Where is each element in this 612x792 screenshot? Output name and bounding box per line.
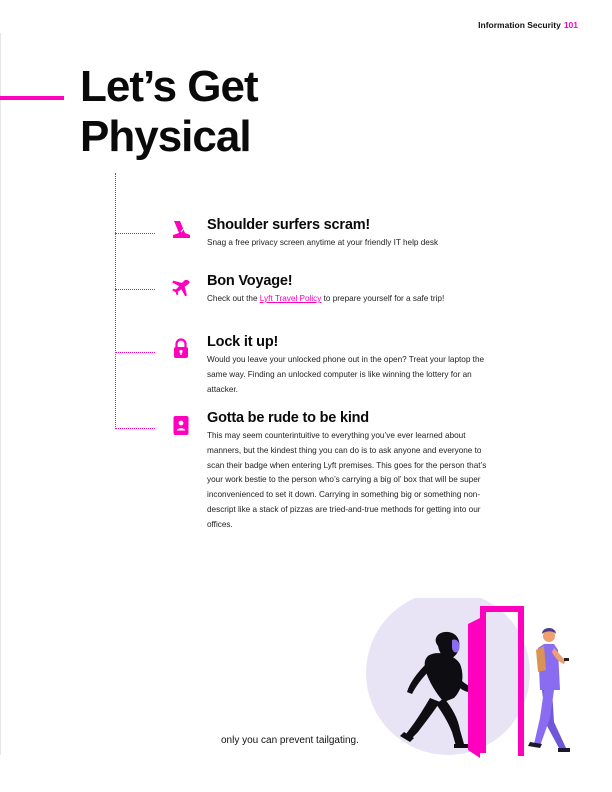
tip-text-after: to prepare yourself for a safe trip! <box>321 294 445 303</box>
tip-heading: Gotta be rude to be kind <box>207 410 369 426</box>
tip-text-before: Check out the <box>207 294 260 303</box>
tailgating-illustration <box>366 598 581 758</box>
badge-icon <box>170 414 192 436</box>
page-header <box>478 20 578 30</box>
tip-heading: Lock it up! <box>207 334 279 350</box>
laptop-icon <box>170 219 192 241</box>
title-line-2: Physical <box>80 112 251 161</box>
title-line-1: Let’s Get <box>80 62 258 111</box>
timeline-connector <box>115 173 116 429</box>
padlock-icon <box>170 337 192 359</box>
tagline: only you can prevent tailgating. <box>221 735 359 746</box>
tip-rude-to-be-kind <box>207 410 492 533</box>
connector-branch-2 <box>115 289 155 290</box>
page-title <box>80 62 258 162</box>
connector-branch-4 <box>115 428 155 429</box>
tip-text: Snag a free privacy screen anytime at your friendly IT help desk <box>207 238 439 247</box>
employee-figure <box>528 628 570 752</box>
left-margin-rule <box>0 33 1 755</box>
tip-text: This may seem counterintuitive to everything you’ve ever learned about manners, but the kindest thing you can do is to ask anyone and everyone to scan their badge when entering Lyft premises. This goes for the person that’s your work bestie to the person who’s carrying a big ol’ box that will be super inconvenienced to set it down. Carrying in something big or something non-descript like a stack of pizzas are tried-and-true methods for getting into our offices. <box>207 431 487 529</box>
tip-text <box>207 292 492 307</box>
tip-shoulder-surfers <box>207 217 492 251</box>
airplane-icon <box>170 277 192 299</box>
section-title: Information Security <box>478 20 561 30</box>
tip-lock-it-up <box>207 334 492 397</box>
tip-bon-voyage <box>207 273 492 307</box>
travel-policy-link[interactable]: Lyft Travel Policy <box>259 294 322 303</box>
connector-branch-1 <box>115 233 155 234</box>
page-number: 101 <box>563 20 578 30</box>
tip-heading: Shoulder surfers scram! <box>207 217 371 233</box>
tip-heading: Bon Voyage! <box>207 273 293 289</box>
connector-branch-3 <box>115 352 155 353</box>
tip-text: Would you leave your unlocked phone out in the open? Treat your laptop the same way. Finding an unlocked computer is like winning the lottery for an attacker. <box>207 355 485 394</box>
title-accent-bar <box>0 96 64 100</box>
